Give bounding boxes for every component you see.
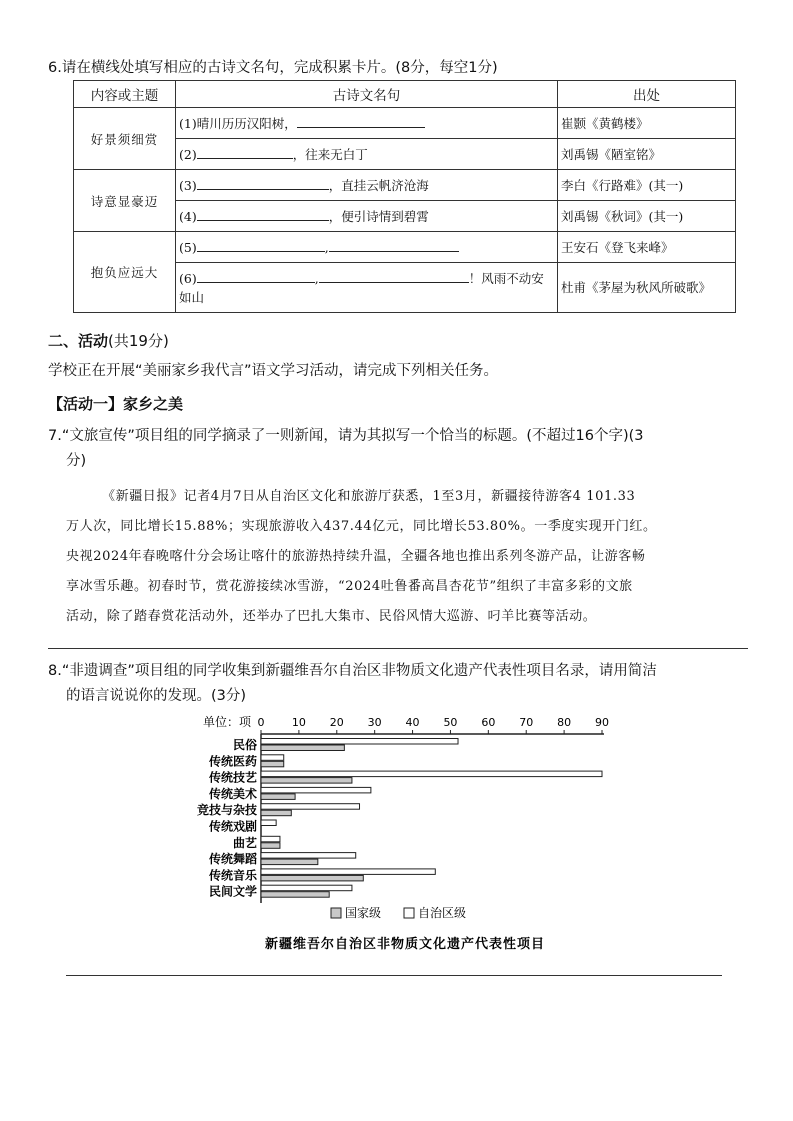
answer-blank-5[interactable]: [197, 239, 325, 252]
source-cell: 崔颢《黄鹤楼》: [558, 108, 736, 139]
x-tick-label: 70: [519, 716, 534, 729]
verse-text: ，便引诗情到碧霄: [328, 209, 429, 224]
answer-line-q8[interactable]: [66, 975, 722, 976]
source-cell: 杜甫《茅屋为秋风所破歌》: [558, 263, 736, 313]
category-label: 传统医药: [208, 754, 257, 769]
source-cell: 刘禹锡《陋室铭》: [558, 139, 736, 170]
bar-regional: [261, 885, 352, 891]
bar-regional: [261, 771, 602, 777]
section-intro: 学校正在开展“美丽家乡我代言”语文学习活动，请完成下列相关任务。: [48, 363, 499, 379]
table-header-row: [74, 81, 736, 108]
poem-table: [73, 80, 736, 313]
verse-cell-6: [176, 263, 558, 313]
bar-national: [261, 859, 318, 865]
verse-cell-1: [176, 108, 558, 139]
chart-legend: [331, 905, 466, 920]
bar-regional: [261, 787, 371, 793]
source-cell: 刘禹锡《秋词》(其一): [558, 201, 736, 232]
answer-line-q7[interactable]: [48, 648, 748, 649]
answer-blank-2[interactable]: [197, 146, 293, 159]
answer-blank-6[interactable]: [329, 239, 459, 252]
verse-cell-4: [176, 201, 558, 232]
x-tick-label: 80: [557, 716, 572, 729]
legend-swatch-regional: [404, 908, 414, 918]
category-label: 传统戏剧: [208, 819, 257, 834]
q8-prompt-line2: 的语言说说你的发现。(3分): [66, 688, 247, 704]
x-tick-label: 40: [405, 716, 420, 729]
bar-regional: [261, 869, 435, 875]
header-verse: 古诗文名句: [176, 81, 558, 108]
item-number: (4): [179, 209, 197, 224]
separator: ,: [324, 240, 329, 255]
bar-national: [261, 875, 363, 881]
legend-swatch-national: [331, 908, 341, 918]
bar-regional: [261, 804, 360, 810]
bar-regional: [261, 739, 458, 745]
q8-prompt-line1: 8.“非遗调查”项目组的同学收集到新疆维吾尔自治区非物质文化遗产代表性项目名录，请用简洁: [48, 663, 657, 679]
bar-national: [261, 778, 352, 784]
news-line: 万人次，同比增长15.88%；实现旅游收入437.44亿元，同比增长53.80%。一季度实现开门红。: [66, 519, 657, 534]
item-number: (5): [179, 240, 197, 255]
q6-prompt: 6.请在横线处填写相应的古诗文名句，完成积累卡片。(8分，每空1分): [48, 60, 498, 76]
bar-national: [261, 761, 284, 767]
answer-blank-4[interactable]: [197, 208, 329, 221]
verse-cell-2: [176, 139, 558, 170]
source-cell: 李白《行路难》(其一): [558, 170, 736, 201]
bar-regional: [261, 820, 276, 826]
answer-blank-1[interactable]: [297, 115, 425, 128]
header-theme: 内容或主题: [74, 81, 176, 108]
table-row: [74, 170, 736, 201]
item-number: (6): [179, 270, 197, 286]
verse-cell-5: [176, 232, 558, 263]
heritage-bar-chart: [150, 708, 650, 958]
category-label: 传统舞蹈: [208, 852, 257, 867]
legend-label-national: 国家级: [345, 906, 382, 920]
category-label: 曲艺: [232, 835, 257, 850]
verse-cell-3: [176, 170, 558, 201]
x-tick-label: 10: [291, 716, 306, 729]
category-label: 民间文学: [208, 884, 257, 899]
category-label: 传统技艺: [208, 770, 257, 785]
item-number: (1): [179, 116, 197, 131]
bar-regional: [261, 836, 280, 842]
x-tick-label: 20: [329, 716, 344, 729]
answer-blank-7[interactable]: [197, 270, 315, 283]
section-score: (共19分): [108, 332, 169, 350]
theme-cell: 诗意显豪迈: [74, 170, 176, 232]
theme-cell: 抱负应远大: [74, 232, 176, 313]
category-label: 传统美术: [208, 786, 257, 801]
bar-regional: [261, 853, 356, 859]
header-source: 出处: [558, 81, 736, 108]
verse-text: ，直挂云帆济沧海: [328, 178, 429, 193]
news-line: 央视2024年春晚喀什分会场让喀什的旅游热持续升温，全疆各地也推出系列冬游产品，让游客畅: [66, 549, 646, 564]
section-title: 二、活动: [48, 332, 109, 350]
activity-one-title: 【活动一】家乡之美: [48, 395, 184, 413]
x-tick-label: 50: [443, 716, 458, 729]
q7-prompt-line2: 分): [66, 453, 87, 469]
section-heading: [48, 330, 169, 351]
x-tick-label: 30: [367, 716, 382, 729]
news-excerpt: [66, 482, 746, 632]
verse-text: ！风雨不动安如山: [179, 270, 544, 305]
x-tick-label: 60: [481, 716, 496, 729]
bar-national: [261, 745, 344, 751]
answer-blank-8[interactable]: [319, 270, 469, 283]
theme-cell: 好景须细赏: [74, 108, 176, 170]
bar-national: [261, 843, 280, 849]
category-label: 民俗: [232, 738, 257, 752]
bar-national: [261, 794, 295, 800]
category-label: 竞技与杂技: [196, 803, 257, 818]
q7-prompt-line1: 7.“文旅宣传”项目组的同学摘录了一则新闻，请为其拟写一个恰当的标题。(不超过16个字)(3: [48, 428, 644, 444]
table-row: [74, 108, 736, 139]
news-line: 活动，除了踏春赏花活动外，还举办了巴扎大集市、民俗风情大巡游、叼羊比赛等活动。: [66, 609, 597, 624]
item-number: (3): [179, 178, 197, 193]
news-line: 享冰雪乐趣。初春时节，赏花游接续冰雪游，“2024吐鲁番高昌杏花节”组织了丰富多彩的文旅: [66, 579, 633, 594]
x-tick-label: 90: [595, 716, 609, 729]
separator: ,: [314, 270, 319, 286]
legend-label-regional: 自治区级: [418, 906, 467, 920]
chart-title: 新疆维吾尔自治区非物质文化遗产代表性项目: [264, 937, 546, 952]
bar-national: [261, 892, 329, 898]
source-cell: 王安石《登飞来峰》: [558, 232, 736, 263]
bar-national: [261, 810, 291, 816]
table-row: [74, 232, 736, 263]
x-tick-label: 0: [257, 716, 265, 729]
chart-unit-label: 单位：项: [203, 715, 252, 729]
answer-blank-3[interactable]: [197, 177, 329, 190]
bar-regional: [261, 755, 284, 761]
item-number: (2): [179, 147, 197, 162]
category-label: 传统音乐: [208, 868, 257, 883]
news-line: 《新疆日报》记者4月7日从自治区文化和旅游厅获悉，1至3月，新疆接待游客4 101.33: [102, 489, 636, 504]
verse-text: 晴川历历汉阳树，: [196, 116, 297, 131]
verse-text: ，往来无白丁: [292, 147, 368, 162]
